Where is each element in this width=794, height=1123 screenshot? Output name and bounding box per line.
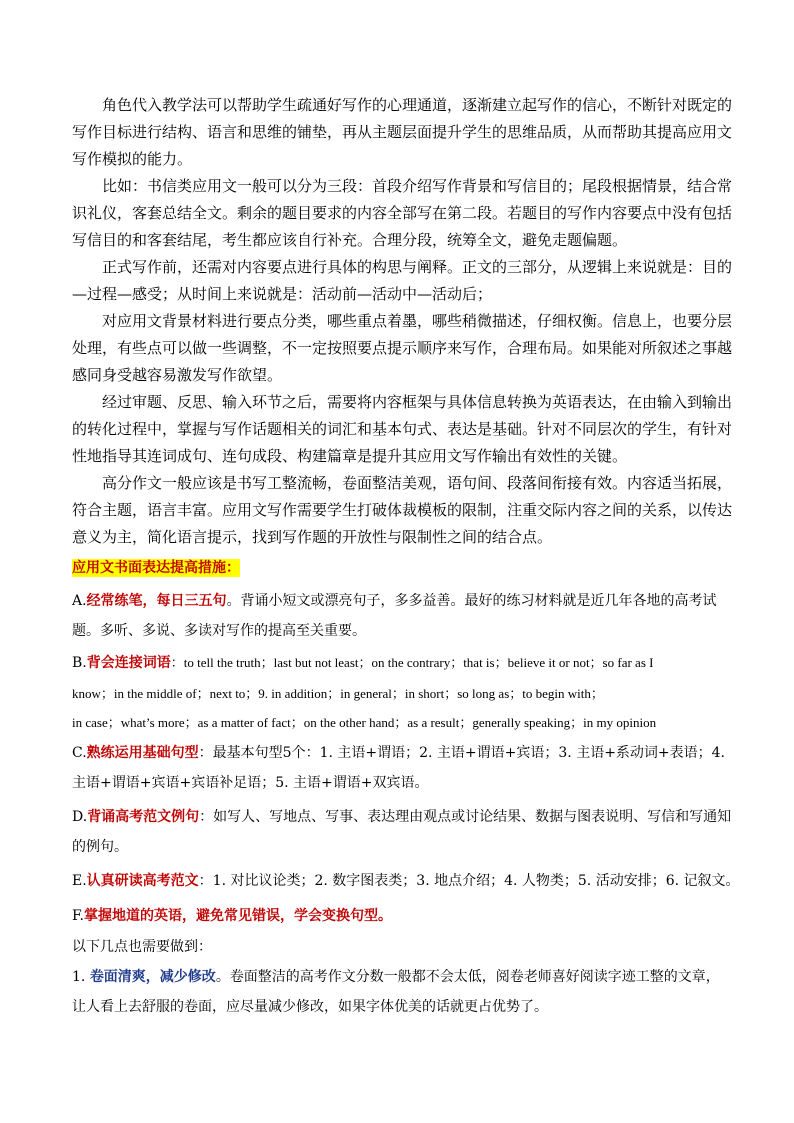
item-label: C. — [72, 745, 87, 761]
body-text — [72, 92, 732, 551]
item-b-line2 — [72, 684, 732, 704]
paragraph: 正式写作前，还需对内容要点进行具体的构思与阐释。正文的三部分，从逻辑上来说就是：目的—过程—感受；从时间上来说就是：活动前—活动中—活动后； — [72, 258, 733, 303]
item-d-title: 背诵高考范文例句 — [87, 809, 200, 825]
item-a-title: 经常练笔，每日三五句 — [86, 593, 227, 609]
item-c — [72, 738, 732, 798]
item-label: A. — [72, 593, 87, 609]
item-b-line3 — [72, 713, 732, 733]
item-h-number: 1. — [72, 969, 90, 985]
item-b-line1 — [72, 653, 732, 673]
item-e-text: ：1. 对比议论类；2. 数字图表类；3. 地点介绍；4. 人物类；5. 活动安排；6. 记叙文。 — [198, 873, 740, 889]
item-d — [72, 802, 732, 862]
item-h-title: 卷面清爽，减少修改 — [89, 969, 216, 985]
item-f — [72, 906, 732, 926]
item-d-text: ：如写人、写地点、写事、表达理由观点或讨论结果、数据与图表说明、写信和写通知的例句。 — [72, 809, 732, 855]
item-b-text-3: in case；what’s more；as a matter of fact；on the other hand；as a result；generally speaking；in my opinion — [72, 715, 657, 730]
paragraph: 对应用文背景材料进行要点分类，哪些重点着墨，哪些稍微描述，仔细权衡。信息上，也要分层处理，有些点可以做一些调整，不一定按照要点提示顺序来写作，合理布局。如果能对所叙述之事越感同身受越容易激发写作欲望。 — [72, 312, 733, 384]
item-label: B. — [72, 655, 87, 671]
item-f-title: 掌握地道的英语，避免常见错误，学会变换句型。 — [83, 908, 392, 924]
item-h — [72, 962, 732, 1022]
item-h-text: 。卷面整洁的高考作文分数一般都不会太低，阅卷老师喜好阅读字迹工整的文章，让人看上去舒服的卷面，应尽量减少修改，如果字体优美的话就更占优势了。 — [72, 969, 720, 1015]
item-c-text: ：最基本句型5个：1. 主语+谓语；2. 主语+谓语+宾语；3. 主语+系动词+表语；4. 主语+谓语+宾语+宾语补足语；5. 主语+谓语+双宾语。 — [72, 745, 726, 791]
item-g-text: 以下几点也需要做到： — [72, 939, 212, 955]
item-a — [72, 586, 732, 646]
item-label: F. — [72, 908, 84, 924]
paragraph: 比如：书信类应用文一般可以分为三段：首段介绍写作背景和写信目的；尾段根据情景，结合常识礼仪，客套总结全文。剩余的题目要求的内容全部写在第二段。若题目的写作内容要点中没有包括写信目的和客套结尾，考生都应该自行补充。合理分段，统筹全文，避免走题偏题。 — [72, 177, 733, 249]
paragraph: 角色代入教学法可以帮助学生疏通好写作的心理通道，逐渐建立起写作的信心，不断针对既定的写作目标进行结构、语言和思维的铺垫，再从主题层面提升学生的思维品质，从而帮助其提高应用文写作模拟的能力。 — [72, 96, 733, 168]
paragraph: 高分作文一般应该是书写工整流畅，卷面整洁美观，语句间、段落间衔接有效。内容适当拓展，符合主题，语言丰富。应用文写作需要学生打破体裁模板的限制，注重交际内容之间的关系，以传达意义为主，简化语言提示，找到写作题的开放性与限制性之间的结合点。 — [72, 474, 733, 546]
item-label: D. — [72, 809, 88, 825]
paragraph: 经过审题、反思、输入环节之后，需要将内容框架与具体信息转换为英语表达，在由输入到输出的转化过程中，掌握与写作话题相关的词汇和基本句式、表达是基础。针对不同层次的学生，有针对性地指导其连词成句、连句成段、构建篇章是提升其应用文写作输出有效性的关键。 — [72, 393, 733, 465]
section-heading — [72, 558, 732, 578]
item-b-text-1: ：to tell the truth；last but not least；on the contrary；that is；believe it or not；so far as I — [170, 655, 654, 670]
item-e — [72, 871, 740, 891]
item-e-title: 认真研读高考范文 — [86, 873, 199, 889]
item-c-title: 熟练运用基础句型 — [86, 745, 199, 761]
item-b-title: 背会连接词语 — [86, 655, 171, 671]
item-g — [72, 937, 732, 957]
item-label: E. — [72, 873, 87, 889]
item-b-text-2: know；in the middle of；next to；9. in addition；in general；in short；so long as；to begin with； — [72, 686, 604, 701]
section-heading-text: 应用文书面表达提高措施： — [72, 560, 240, 576]
item-a-text: 。背诵小短文或漂亮句子，多多益善。最好的练习材料就是近几年各地的高考试题。多听、多说、多读对写作的提高至关重要。 — [72, 593, 717, 639]
